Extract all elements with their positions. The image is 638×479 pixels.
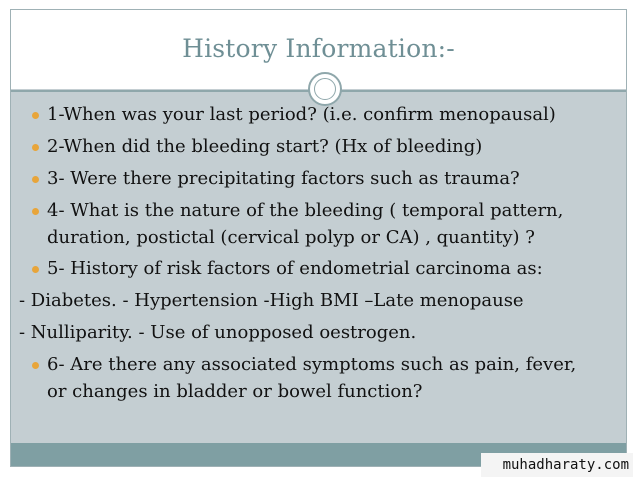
list-item-continuation: or changes in bladder or bowel function?	[47, 381, 423, 402]
circle-ornament-icon	[308, 72, 342, 106]
bullet-icon	[32, 176, 39, 183]
bullet-icon	[32, 266, 39, 273]
slide	[10, 9, 627, 467]
bullet-icon	[32, 208, 39, 215]
slide-title: History Information:-	[182, 34, 455, 63]
list-item: 6- Are there any associated symptoms such as pain, fever,	[47, 354, 577, 375]
list-item: 3- Were there precipitating factors such as trauma?	[47, 168, 520, 189]
list-item: 1-When was your last period? (i.e. confirm menopausal)	[47, 104, 556, 125]
bullet-icon	[32, 144, 39, 151]
risk-factors-line: - Diabetes. - Hypertension -High BMI –Late menopause	[19, 290, 524, 311]
risk-factors-line: - Nulliparity. - Use of unopposed oestrogen.	[19, 322, 417, 343]
bullet-icon	[32, 362, 39, 369]
watermark: muhadharaty.com	[481, 453, 633, 477]
list-item: 5- History of risk factors of endometrial carcinoma as:	[47, 258, 543, 279]
list-item: 2-When did the bleeding start? (Hx of bleeding)	[47, 136, 483, 157]
bullet-icon	[32, 112, 39, 119]
list-item: 4- What is the nature of the bleeding ( temporal pattern,	[47, 200, 564, 221]
list-item-continuation: duration, postictal (cervical polyp or CA) , quantity) ?	[47, 227, 535, 248]
